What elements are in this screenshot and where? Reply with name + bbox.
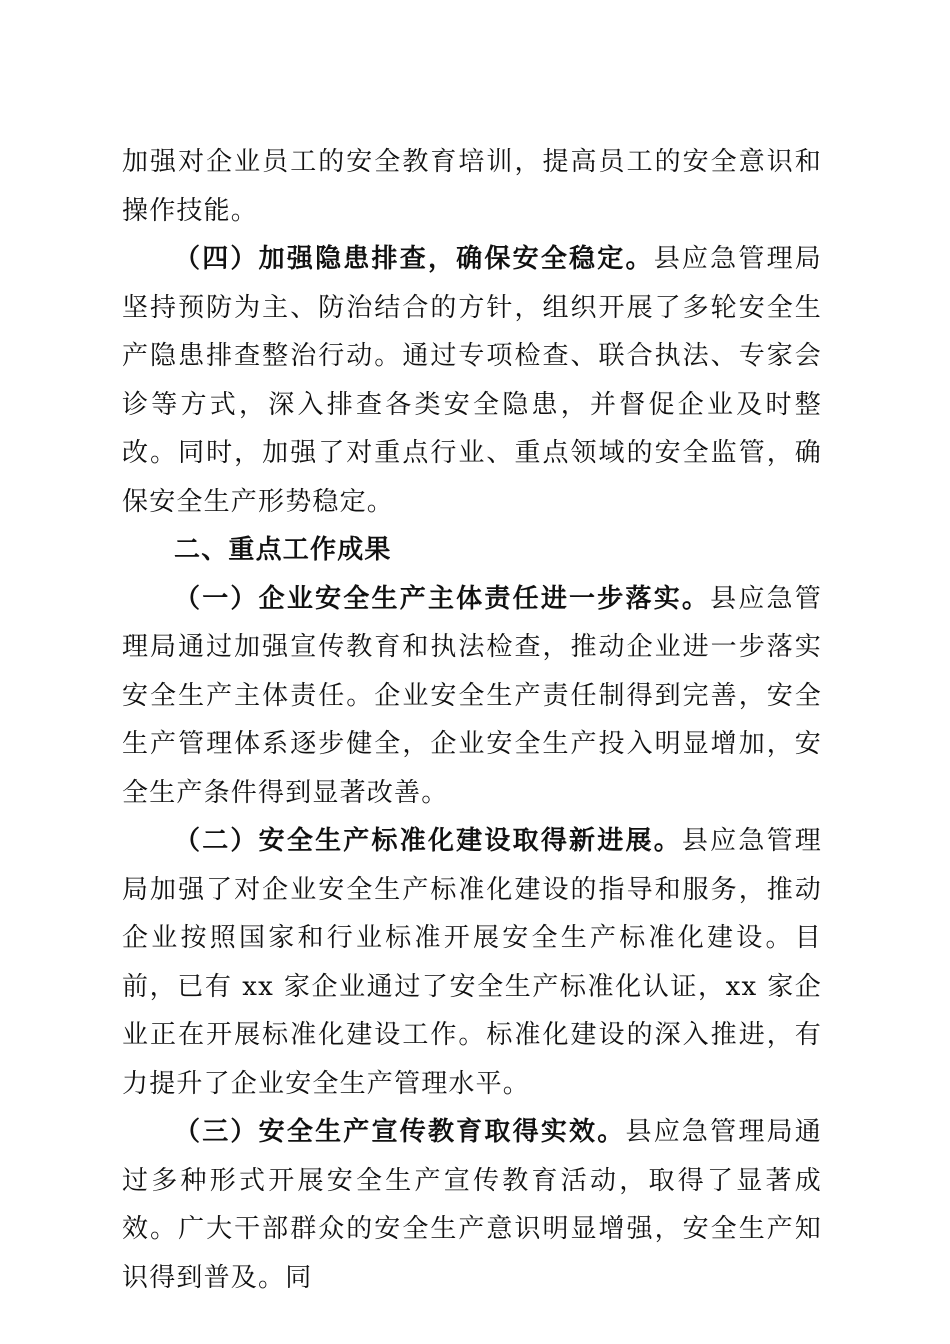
result-3-paragraph [122,1108,822,1302]
result-2-paragraph [122,817,822,1108]
item-4-paragraph [122,235,822,526]
result-2-body: 县应急管理局加强了对企业安全生产标准化建设的指导和服务，推动企业按照国家和行业标准开展安全生产标准化建设。目前，已有 xx 家企业通过了安全生产标准化认证，xx 家企业正在开展标准化建设工作。标准化建设的深入推进，有力提升了企业安全生产管理水平。 [122,826,822,1099]
result-2-lead: （二）安全生产标准化建设取得新进展。 [174,826,682,856]
result-1-paragraph [122,575,822,818]
section-2-heading: 二、重点工作成果 [174,535,392,565]
document-body [122,138,822,1302]
result-3-lead: （三）安全生产宣传教育取得实效。 [174,1117,626,1147]
continuation-text: 加强对企业员工的安全教育培训，提高员工的安全意识和操作技能。 [122,147,822,226]
result-1-body: 县应急管理局通过加强宣传教育和执法检查，推动企业进一步落实安全生产主体责任。企业安全生产责任制得到完善，安全生产管理体系逐步健全，企业安全生产投入明显增加，安全生产条件得到显著改善。 [122,583,822,808]
continuation-paragraph [122,138,822,235]
result-1-lead: （一）企业安全生产主体责任进一步落实。 [174,583,711,614]
item-4-lead: （四）加强隐患排查，确保安全稳定。 [174,244,654,274]
result-3-body: 县应急管理局通过多种形式开展安全生产宣传教育活动，取得了显著成效。广大干部群众的安全生产意识明显增强，安全生产知识得到普及。同 [122,1117,822,1293]
item-4-body: 县应急管理局坚持预防为主、防治结合的方针，组织开展了多轮安全生产隐患排查整治行动。通过专项检查、联合执法、专家会诊等方式，深入排查各类安全隐患，并督促企业及时整改。同时，加强了对重点行业、重点领域的安全监管，确保安全生产形势稳定。 [122,244,822,517]
